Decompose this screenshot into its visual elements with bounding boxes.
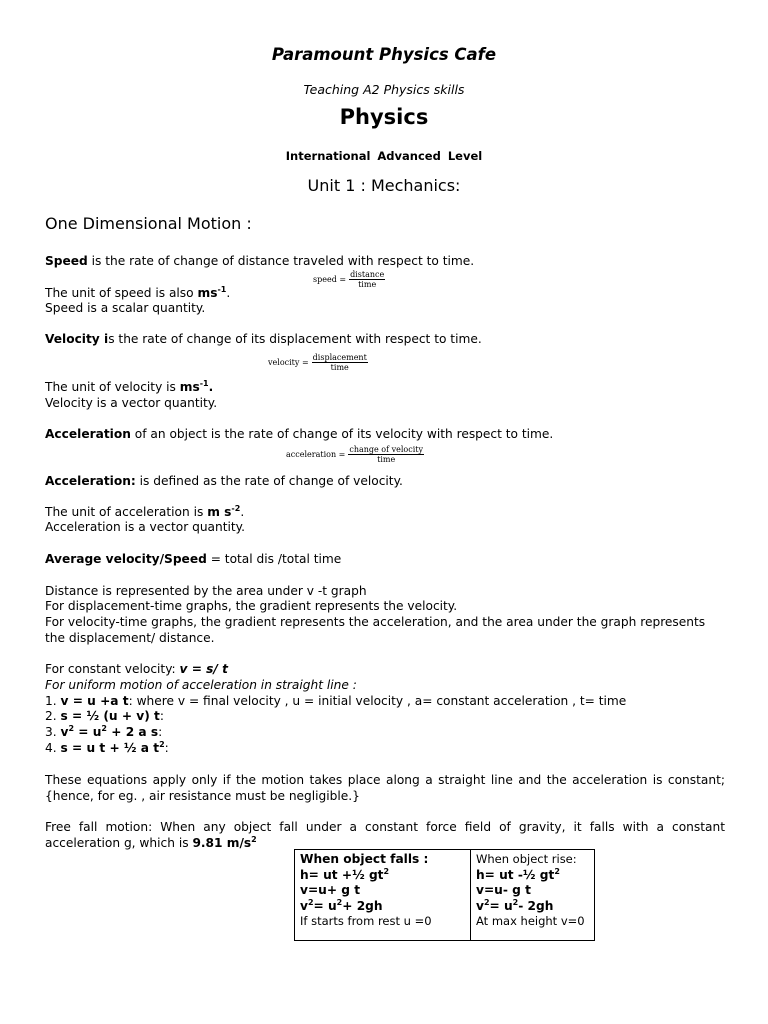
acceleration-unit-end: . (240, 505, 245, 519)
falls-eq-2: v=u+ g t (300, 883, 361, 898)
rise-cell (471, 850, 595, 941)
free-fall-table (294, 849, 595, 941)
equation-1 (45, 694, 626, 710)
document-title: Paramount Physics Cafe (271, 45, 497, 64)
speed-definition (45, 254, 474, 270)
speed-unit-text: The unit of speed is also (45, 286, 198, 300)
velocity-unit-value: ms (179, 380, 200, 394)
free-fall-text: Free fall motion: When any object fall under a constant force field of gravity, it falls with a constant acceleration g, which is (45, 820, 725, 850)
speed-unit-exponent: -1 (217, 285, 227, 294)
average-velocity-line (45, 552, 341, 568)
acceleration-formula-numerator: change of velocity (349, 445, 424, 454)
acceleration-definition-2-text: is defined as the rate of change of velocity. (135, 474, 403, 488)
velocity-definition-text: s the rate of change of its displacement with respect to time. (108, 332, 482, 346)
acceleration-unit-exponent: -2 (231, 504, 241, 513)
free-fall-value: 9.81 m/s (192, 835, 252, 850)
rise-eq-3-sq-2: 2 (512, 897, 519, 907)
acceleration-unit-text: The unit of acceleration is (45, 505, 208, 519)
velocity-unit-end: . (208, 380, 214, 394)
velocity-unit-text: The unit of velocity is (45, 380, 180, 394)
equation-1-number: 1. (45, 694, 61, 708)
velocity-formula-denominator: time (330, 363, 349, 372)
free-fall-exponent: 2 (251, 834, 257, 844)
uniform-motion-label: For uniform motion of acceleration in straight line : (45, 678, 357, 692)
falls-cell (295, 850, 471, 941)
constant-velocity-equation: v = s/ t (179, 662, 228, 676)
rise-eq-3-v: v (476, 898, 484, 913)
falls-eq-3-sq-1: 2 (307, 897, 314, 907)
acceleration-definition-text: of an object is the rate of change of its velocity with respect to time. (130, 427, 554, 441)
equation-4-number: 4. (45, 741, 61, 755)
falls-eq-1-sq: 2 (383, 866, 390, 876)
acceleration-definition (45, 427, 553, 443)
free-fall-paragraph (45, 820, 725, 851)
speed-nature: Speed is a scalar quantity. (45, 301, 206, 315)
equation-3-end: : (158, 725, 163, 739)
velocity-term: Velocity i (45, 332, 109, 346)
level-heading: International Advanced Level (285, 149, 483, 163)
equation-2-end: : (159, 709, 164, 723)
constant-velocity-line (45, 662, 228, 678)
equation-3-u: = u (74, 725, 102, 739)
rise-eq-1-sq: 2 (554, 866, 560, 876)
acceleration-nature: Acceleration is a vector quantity. (45, 520, 246, 534)
speed-unit-value: ms (197, 286, 218, 300)
falls-heading: When object falls : (300, 852, 429, 866)
graph-note-1: Distance is represented by the area under v -t graph (45, 584, 367, 598)
equation-2-formula: s = ½ (u + v) t (60, 709, 160, 723)
graph-note-3: For velocity-time graphs, the gradient represents the acceleration, and the area under the graph represents the displacement/ distance. (45, 615, 706, 645)
rise-heading: When object rise: (476, 852, 577, 866)
acceleration-formula-denominator: time (377, 455, 396, 464)
velocity-unit-exponent: -1 (199, 379, 209, 388)
rise-eq-3-u: = u (489, 898, 513, 913)
subject-heading: Physics (339, 105, 429, 129)
equation-3-sq-2: 2 (101, 724, 107, 733)
average-velocity-term: Average velocity/Speed (45, 552, 207, 566)
equation-3-sq-1: 2 (68, 724, 75, 733)
average-velocity-text: = total dis /total time (206, 552, 342, 566)
rise-eq-1: h= ut -½ gt (476, 867, 555, 882)
speed-formula (313, 270, 385, 289)
velocity-formula-numerator: displacement (312, 353, 367, 362)
equation-4-end: : (164, 741, 169, 755)
speed-formula-lhs: speed = (313, 274, 347, 284)
equation-1-formula: v = u +a t (60, 694, 129, 708)
acceleration-term-2: Acceleration: (45, 474, 136, 488)
equation-1-note: : where v = final velocity , u = initial velocity , a= constant acceleration , t= time (128, 694, 627, 708)
velocity-definition (45, 332, 482, 348)
speed-formula-denominator: time (358, 280, 377, 289)
equation-3 (45, 725, 162, 741)
graph-note-2: For displacement-time graphs, the gradient represents the velocity. (45, 599, 458, 613)
acceleration-definition-2 (45, 474, 403, 490)
acceleration-term: Acceleration (45, 427, 131, 441)
equation-3-v: v (60, 725, 69, 739)
acceleration-unit-value: m s (207, 505, 232, 519)
speed-unit-line (45, 286, 230, 302)
velocity-nature: Velocity is a vector quantity. (45, 396, 218, 410)
rise-note: At max height v=0 (476, 914, 585, 929)
equation-4-sq: 2 (159, 740, 165, 749)
equation-2-number: 2. (45, 709, 61, 723)
falls-eq-3-sq-2: 2 (336, 897, 343, 907)
acceleration-formula-lhs: acceleration = (286, 449, 346, 459)
equation-3-number: 3. (45, 725, 61, 739)
acceleration-formula (286, 445, 424, 464)
speed-definition-text: is the rate of change of distance traveled with respect to time. (87, 254, 475, 268)
falls-eq-1: h= ut +½ gt (300, 867, 384, 882)
falls-eq-3-u: = u (313, 898, 337, 913)
equation-3-rest: + 2 a s (107, 725, 159, 739)
acceleration-unit-line (45, 505, 244, 521)
falls-eq-3-rest: + 2gh (342, 898, 383, 913)
falls-note: If starts from rest u =0 (300, 914, 432, 929)
speed-formula-numerator: distance (350, 270, 385, 279)
rise-eq-3-rest: - 2gh (518, 898, 554, 913)
rise-eq-3-sq-1: 2 (483, 897, 490, 907)
velocity-formula (268, 353, 368, 372)
velocity-formula-lhs: velocity = (268, 357, 309, 367)
document-subtitle: Teaching A2 Physics skills (303, 82, 465, 97)
conditions-paragraph: These equations apply only if the motion takes place along a straight line and the acceleration is constant; {hence, for eg. , air resistance must be negligible.} (45, 773, 725, 803)
rise-eq-2: v=u- g t (476, 883, 531, 898)
equation-4-formula: s = u t + ½ a t (60, 741, 160, 755)
equation-4 (45, 741, 169, 757)
equation-2 (45, 709, 164, 725)
speed-unit-end: . (226, 286, 231, 300)
unit-heading: Unit 1 : Mechanics: (307, 176, 461, 195)
section-title: One Dimensional Motion : (45, 214, 252, 233)
falls-eq-3-v: v (300, 898, 308, 913)
constant-velocity-label: For constant velocity: (45, 662, 180, 676)
speed-term: Speed (45, 254, 88, 268)
velocity-unit-line (45, 380, 213, 396)
